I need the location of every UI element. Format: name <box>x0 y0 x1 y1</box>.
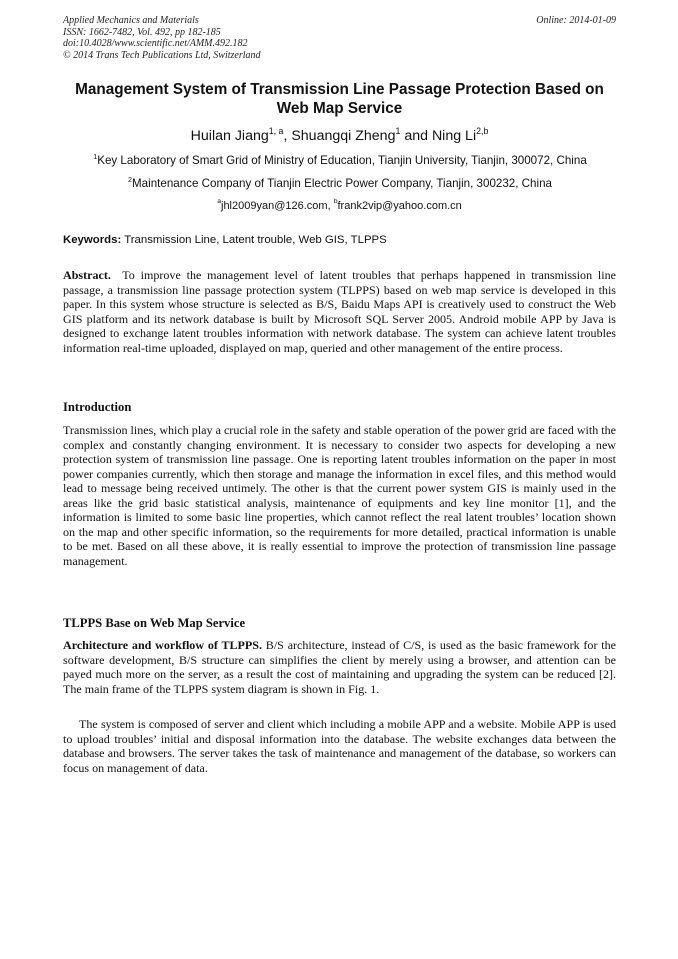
affiliation-1 <box>40 154 640 167</box>
author-mark: 1, a <box>268 125 284 136</box>
email-line: $^a$jhl2009yan@126.com, $^b$frank2vip@yahoo.com.cn <box>217 198 462 212</box>
keywords-text: Transmission Line, Latent trouble, Web GIS, TLPPS <box>124 234 387 246</box>
author-mark: 2,b <box>476 125 489 136</box>
affiliation-mark: 2 <box>128 175 133 185</box>
runin-heading: Architecture and workflow of TLPPS. <box>63 638 262 652</box>
doi-line: doi:10.4028/www.scientific.net/AMM.492.182 <box>63 38 248 49</box>
journal-name: Applied Mechanics and Materials <box>63 15 199 26</box>
introduction-heading: Introduction <box>63 400 132 414</box>
affiliation-mark: 1 <box>93 152 98 162</box>
section-heading: TLPPS Base on Web Map Service <box>63 616 246 630</box>
author-name: Shuangqi Zheng <box>291 128 396 144</box>
abstract-label: Abstract. <box>63 268 111 282</box>
paper-title: Management System of Transmission Line Passage Protection Based on Web Map Service <box>75 81 604 117</box>
affiliation-2 <box>40 177 640 190</box>
email-address[interactable]: jhl2009yan@126.com <box>221 200 328 212</box>
affiliation-text: Maintenance Company of Tianjin Electric Power Company, Tianjin, 300232, China <box>132 177 552 190</box>
author-separator: , <box>283 128 292 144</box>
journal-header <box>63 15 616 61</box>
author-name: Huilan Jiang <box>190 128 269 144</box>
online-date: Online: 2014-01-09 <box>536 15 616 26</box>
abstract <box>63 268 616 355</box>
copyright-line: © 2014 Trans Tech Publications Ltd, Switzerland <box>63 49 261 61</box>
issn-line: ISSN: 1662-7482, Vol. 492, pp 182-185 <box>63 26 221 38</box>
author-name: Ning Li <box>431 128 477 144</box>
email-mark: a <box>217 198 221 206</box>
author-list <box>63 125 616 144</box>
introduction-paragraph: Transmission lines, which play a crucial role in the safety and stable operation of the power grid are faced with the complex and constantly changing environment. It is necessary to consider two aspects for developing a new protection system of transmission line passage. One is reporting latent troubles information on the paper in most power companies currently, which then storage and manage the information in excel files, and this method would lead to message being received untimely. The other is that the current power system GIS is mainly used in the areas like the grid basic statistical analysis, maintenance of equipments and key line monitor [1], and the information is limited to some basic line properties, which cannot reflect the real latent troubles’ location shown on the map and other specific information, so the requirements for more detailed, practical information is unable to be met. Based on all these above, it is really essential to improve the protection of transmission line passage management. <box>63 423 616 568</box>
architecture-text: B/S architecture, instead of C/S, is used as the basic framework for the software development, B/S structure can simplifies the client by merely using a browser, and attention can be payed much more on the server, as a result the cost of maintaining and upgrading the system can be reduced [2]. The main frame of the TLPPS system diagram is shown in Fig. 1. <box>63 638 616 696</box>
architecture-paragraph <box>63 638 616 696</box>
email-address[interactable]: frank2vip@yahoo.com.cn <box>337 200 462 212</box>
author-mark: 1 <box>395 125 401 136</box>
author-separator: and <box>400 128 432 144</box>
affiliation-text: Key Laboratory of Smart Grid of Ministry of Education, Tianjin University, Tianjin, 300072, China <box>97 154 587 167</box>
keywords-label: Keywords: <box>63 234 122 246</box>
email-mark: b <box>333 198 338 206</box>
abstract-text: To improve the management level of latent troubles that perhaps happened in transmission line passage, a transmission line passage protection system (TLPPS) based on web map service is developed in this paper. In this system whose structure is selected as B/S, Baidu Maps API is creatively used to construct the Web GIS platform and its network database is built by Microsoft SQL Server 2005. Android mobile APP by Java is designed to exchange latent troubles information with network database. The system can achieve latent troubles information real-time uploaded, displayed on map, queried and other management of the entire process. <box>63 268 616 355</box>
system-paragraph: The system is composed of server and client which including a mobile APP and a website. Mobile APP is used to upload troubles’ initial and disposal information into the database. The website exchanges data between the database and browsers. The server takes the task of maintenance and management of the database, so workers can focus on management of data. <box>63 717 616 775</box>
keywords <box>63 234 616 246</box>
